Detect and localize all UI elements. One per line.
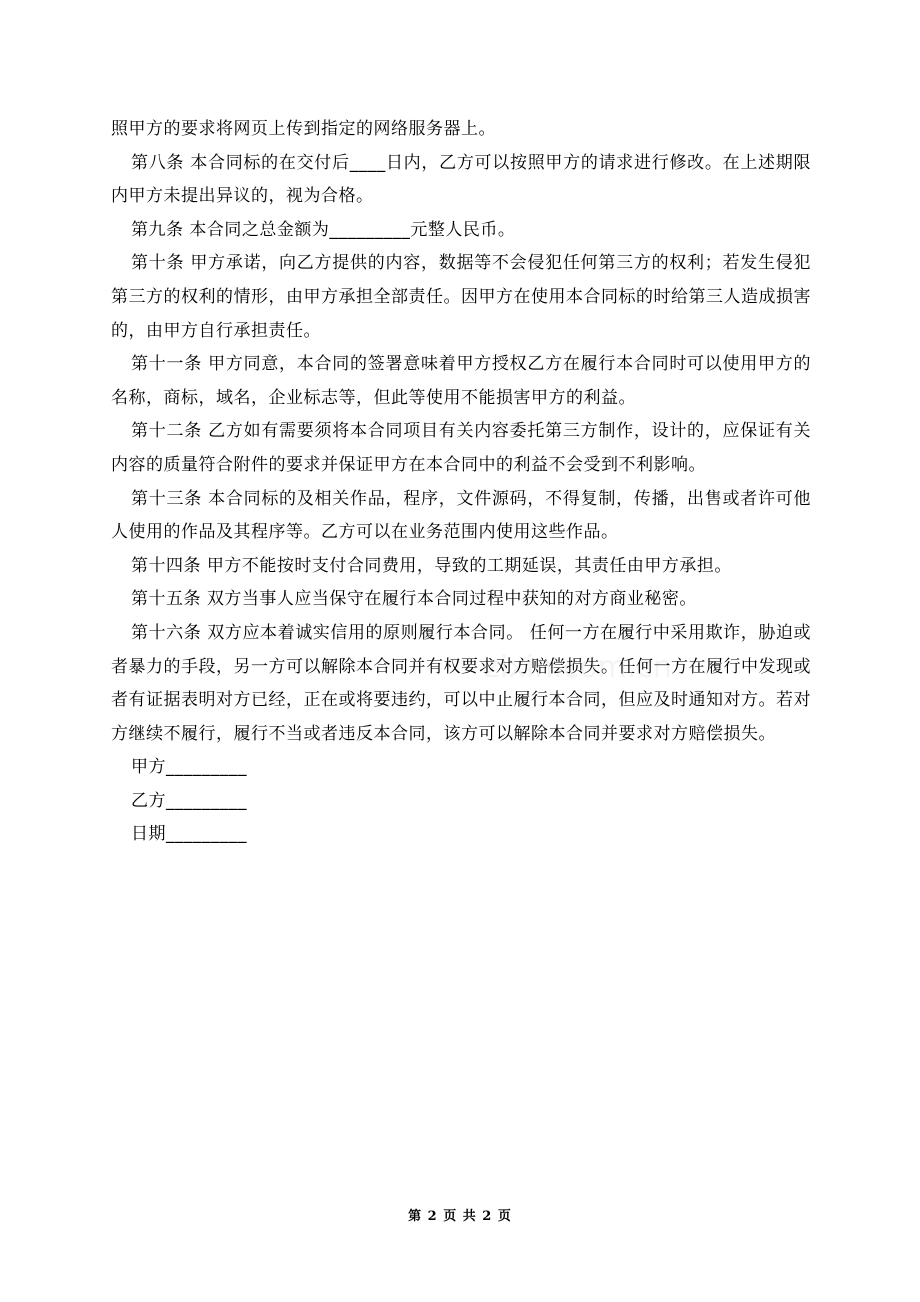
clause-8: 第八条 本合同标的在交付后____日内，乙方可以按照甲方的请求进行修改。在上述期限内甲方未提出异议的，视为合格。 xyxy=(111,152,811,207)
signature-party-b: 乙方_________ xyxy=(131,790,247,811)
paragraph-continuation: 照甲方的要求将网页上传到指定的网络服务器上。 xyxy=(111,119,496,139)
page-number-footer: 第 2 页 共 2 页 xyxy=(408,1209,512,1224)
clause-10: 第十条 甲方承诺，向乙方提供的内容，数据等不会侵犯任何第三方的权利；若发生侵犯第三方的权利的情形，由甲方承担全部责任。因甲方在使用本合同标的时给第三人造成损害的，由甲方自行承担责任。 xyxy=(111,253,811,341)
clause-16: 第十六条 双方应本着诚实信用的原则履行本合同。 任何一方在履行中采用欺诈，胁迫或者暴力的手段，另一方可以解除本合同并有权要求对方赔偿损失。任何一方在履行中发现或者有证据表明对方已经，正在或将要违约，可以中止履行本合同，但应及时通知对方。若对方继续不履行，履行不当或者违反本合同，该方可以解除本合同并要求对方赔偿损失。 xyxy=(111,622,811,744)
clause-14: 第十四条 甲方不能按时支付合同费用，导致的工期延误，其责任由甲方承担。 xyxy=(131,555,732,576)
signature-date: 日期_________ xyxy=(131,824,247,845)
document-body xyxy=(111,113,811,852)
signature-party-a: 甲方_________ xyxy=(131,757,247,778)
clause-9: 第九条 本合同之总金额为_________元整人民币。 xyxy=(131,219,516,240)
clause-12: 第十二条 乙方如有需要须将本合同项目有关内容委托第三方制作，设计的，应保证有关内容的质量符合附件的要求并保证甲方在本合同中的利益不会受到不利影响。 xyxy=(111,421,811,475)
clause-13: 第十三条 本合同标的及相关作品，程序，文件源码，不得复制，传播，出售或者许可他人使用的作品及其程序等。乙方可以在业务范围内使用这些作品。 xyxy=(111,488,811,543)
clause-11: 第十一条 甲方同意，本合同的签署意味着甲方授权乙方在履行本合同时可以使用甲方的名称，商标，域名，企业标志等，但此等使用不能损害甲方的利益。 xyxy=(111,354,811,408)
clause-15: 第十五条 双方当事人应当保守在履行本合同过程中获知的对方商业秘密。 xyxy=(131,589,697,610)
